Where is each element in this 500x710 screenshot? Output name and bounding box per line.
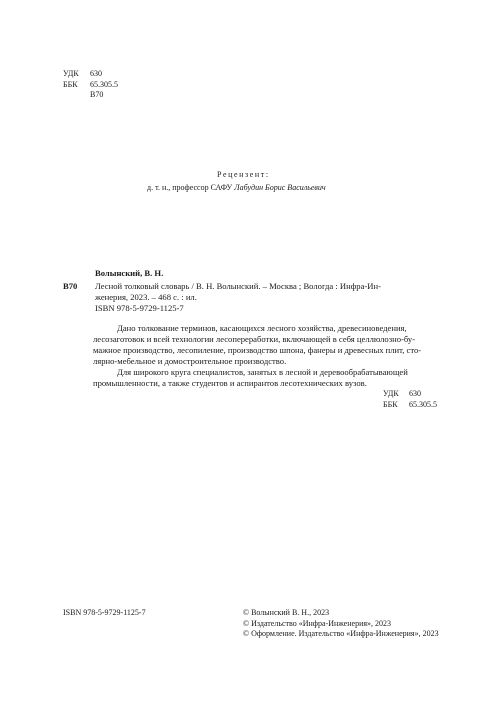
author-code-row bbox=[63, 90, 118, 101]
annotation bbox=[93, 323, 421, 389]
bbk-value-bottom: 65.305.5 bbox=[409, 399, 437, 409]
udk-label-bottom: УДК bbox=[383, 389, 399, 398]
udk-label: УДК bbox=[63, 69, 79, 78]
copyright-design: © Оформление. Издательство «Инфра-Инженерия», 2023 bbox=[243, 629, 439, 638]
udk-row bbox=[63, 69, 118, 80]
catalog-isbn: ISBN 978-5-9729-1125-7 bbox=[95, 303, 184, 313]
bbk-label: ББК bbox=[63, 79, 78, 89]
reviewer-line bbox=[147, 183, 326, 193]
footer-copyrights bbox=[243, 608, 439, 640]
annotation-p1-line-3: мажное производство, лесопиление, производство шпона, фанеры и древесных плит, сто- bbox=[93, 345, 422, 355]
catalog-author-heading: Волынский, В. Н. bbox=[95, 268, 164, 278]
bbk-label-bottom: ББК bbox=[383, 399, 398, 409]
reviewer-heading: Рецензент: bbox=[217, 170, 270, 179]
catalog-title-line-1: Лесной толковый словарь / В. Н. Волынский. – Москва ; Вологда : Инфра-Ин- bbox=[95, 281, 381, 291]
reviewer-credentials: д. т. н., профессор САФУ bbox=[147, 183, 233, 192]
annotation-p1-line-2: лесозаготовок и всей технологии лесопереработки, включающей в себя целлюлозно-бу- bbox=[93, 334, 416, 344]
annotation-p2-line-1: Для широкого круга специалистов, занятых в лесной и деревообрабатывающей bbox=[117, 367, 408, 377]
author-code: В70 bbox=[90, 90, 104, 99]
udk-value-bottom: 630 bbox=[409, 389, 421, 398]
udk-value: 630 bbox=[90, 69, 102, 78]
udk-row-bottom bbox=[383, 389, 437, 400]
bbk-value: 65.305.5 bbox=[90, 79, 118, 89]
copyright-author: © Волынский В. Н., 2023 bbox=[243, 608, 330, 617]
classification-block bbox=[63, 69, 118, 101]
catalog-code: В70 bbox=[63, 281, 78, 291]
annotation-p1-line-1: Дано толкование терминов, касающихся лесного хозяйства, древесиноведения, bbox=[117, 323, 407, 333]
bbk-row bbox=[63, 80, 118, 91]
catalog-title-line-2: женерия, 2023. – 468 с. : ил. bbox=[95, 292, 197, 302]
classification-block-bottom bbox=[383, 389, 437, 410]
annotation-p1-line-4: лярно-мебельное и домостроительное производство. bbox=[93, 356, 287, 366]
annotation-p2-line-2: промышленности, а также студентов и аспирантов лесотехнических вузов. bbox=[93, 378, 367, 388]
reviewer-name: Лабудин Борис Васильевич bbox=[234, 183, 326, 192]
footer-isbn: ISBN 978-5-9729-1125-7 bbox=[63, 608, 146, 617]
bbk-row-bottom bbox=[383, 400, 437, 411]
copyright-publisher: © Издательство «Инфра-Инженерия», 2023 bbox=[243, 618, 392, 628]
